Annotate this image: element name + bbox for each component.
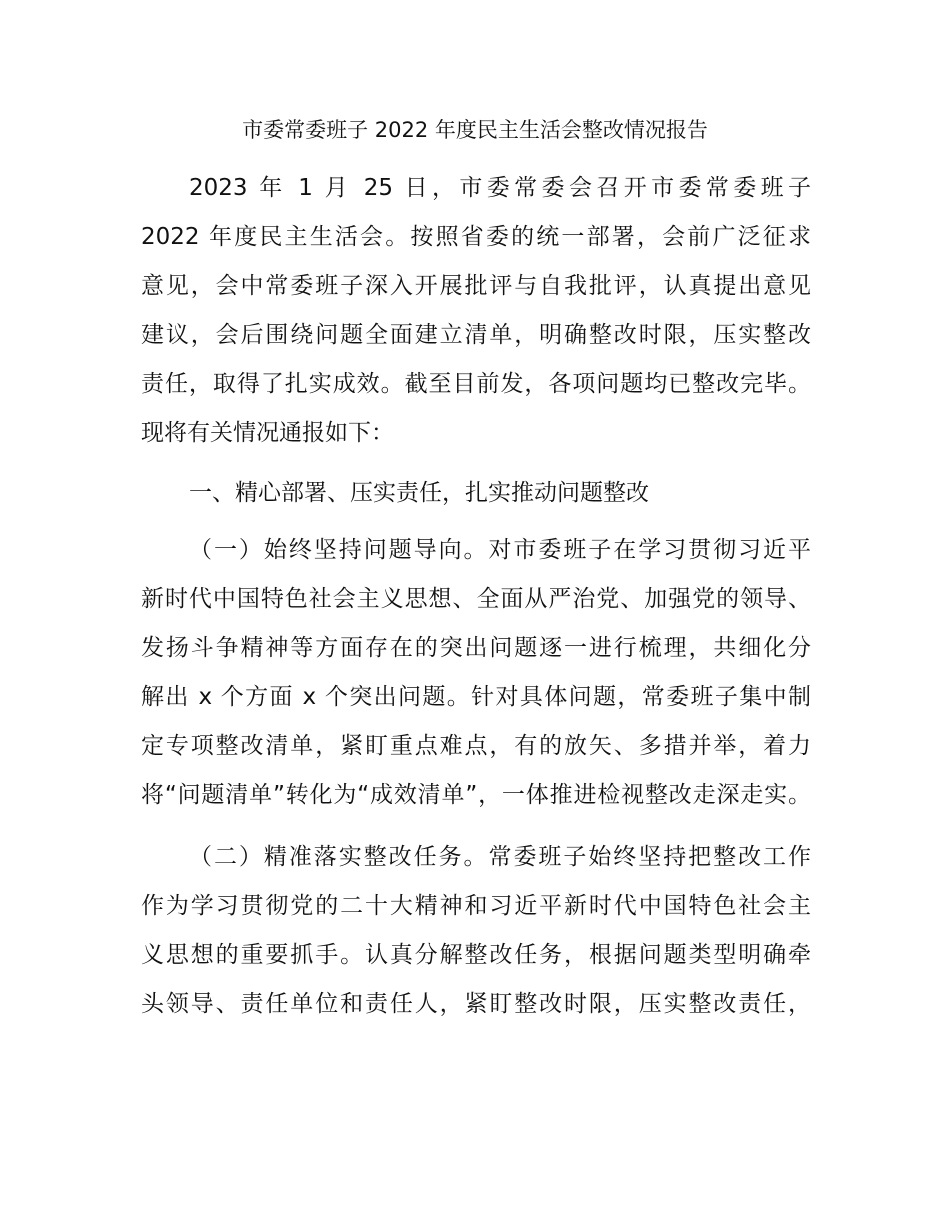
text-line: 定专项整改清单，紧盯重点难点，有的放矢、多措并举，着力: [141, 733, 811, 759]
text-line: 新时代中国特色社会主义思想、全面从严治党、加强党的领导、: [141, 586, 811, 612]
text-line: 责任，取得了扎实成效。截至目前发，各项问题均已整改完毕。: [141, 371, 811, 397]
text-line: 2023 年 1 月 25 日，市委常委会召开市委常委班子: [189, 175, 811, 201]
text-line: 作为学习贯彻党的二十大精神和习近平新时代中国特色社会主: [141, 893, 811, 919]
text-line: 义思想的重要抓手。认真分解整改任务，根据问题类型明确牵: [141, 942, 811, 968]
text-line: 现将有关情况通报如下：: [141, 420, 394, 446]
text-line: 发扬斗争精神等方面存在的突出问题逐一进行梳理，共细化分: [141, 635, 811, 661]
text-line: 将“问题清单”转化为“成效清单”，一体推进检视整改走深走实。: [141, 782, 811, 808]
text-line: （二）精准落实整改任务。常委班子始终坚持把整改工作: [189, 844, 811, 870]
text-line: （一）始终坚持问题导向。对市委班子在学习贯彻习近平: [189, 537, 811, 563]
section-heading: [141, 469, 811, 518]
document-title: 市委常委班子 2022 年度民主生活会整改情况报告: [242, 118, 708, 142]
paragraph-intro: [141, 164, 811, 458]
text-line: 解出 x 个方面 x 个突出问题。针对具体问题，常委班子集中制: [141, 684, 811, 710]
text-line: 建议，会后围绕问题全面建立清单，明确整改时限，压实整改: [141, 322, 811, 348]
paragraph-section-2: [141, 833, 811, 1029]
text-line: 头领导、责任单位和责任人，紧盯整改时限，压实整改责任，: [141, 991, 811, 1017]
text-line: 意见，会中常委班子深入开展批评与自我批评，认真提出意见: [141, 273, 811, 299]
text-line: 2022 年度民主生活会。按照省委的统一部署，会前广泛征求: [141, 224, 811, 250]
paragraph-section-1: [141, 526, 811, 820]
heading-line: 一、精心部署、压实责任，扎实推动问题整改: [189, 480, 649, 506]
